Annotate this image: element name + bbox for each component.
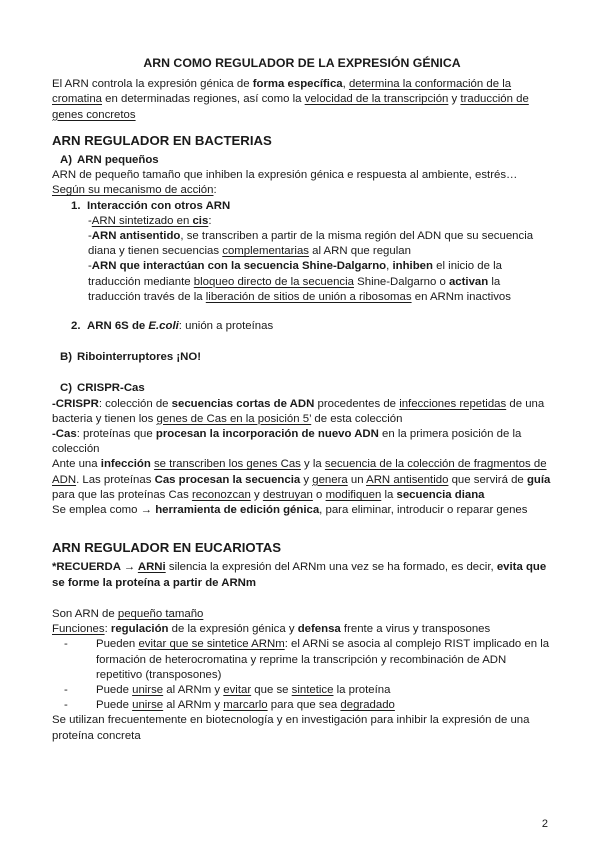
text: : proteínas que [76, 428, 156, 441]
text: para que las proteínas Cas [52, 488, 192, 501]
emphasis: forma específica [252, 78, 343, 91]
text: o [312, 488, 326, 501]
text: en determinadas regiones, así como la [102, 93, 305, 106]
text: : el ARNi se asocia al complejo RIST implicado en la formación de heterocromatina y reprime la transcripción y recombinación de ADN repetitivo (transposones) [96, 638, 550, 681]
antisense-paragraph [52, 229, 552, 259]
underlined-text: ARNi [137, 561, 166, 574]
emphasis: -CRISPR [52, 397, 99, 410]
text: de esta colección [311, 412, 403, 425]
text: Pueden [96, 638, 139, 651]
underlined-text: genes de Cas en la posición 5’ [156, 412, 312, 425]
underlined-text [91, 214, 212, 227]
underlined-text: reconozcan [191, 488, 251, 501]
text: : unión a proteínas [178, 320, 274, 333]
spacer [52, 591, 552, 607]
bullet-item [52, 637, 552, 683]
text: : colección de [98, 397, 172, 410]
spacer [52, 365, 552, 381]
emphasis: infección [100, 458, 151, 471]
functions-line [52, 622, 552, 637]
underlined-text: velocidad de la transcripción [304, 93, 449, 106]
emphasis: evita que se forme la proteína a partir de ARNm [52, 561, 547, 589]
text: El ARN controla la expresión génica de [52, 78, 253, 91]
text: Se emplea como → [52, 504, 156, 517]
text: Puede [96, 683, 133, 696]
emphasis: -Cas [52, 428, 77, 441]
page-title: ARN COMO REGULADOR DE LA EXPRESIÓN GÉNICA [143, 56, 461, 70]
underlined-text: destruyan [262, 488, 313, 501]
text: Puede [96, 699, 133, 712]
text: . Las proteínas [76, 473, 155, 486]
underlined-text: modifiquen [325, 488, 382, 501]
emphasis: defensa [297, 623, 341, 636]
mechanism-line [52, 183, 552, 198]
text: Shine-Dalgarno o [353, 275, 449, 288]
underlined-text: se transcriben los genes Cas [153, 458, 301, 471]
document-page [52, 56, 552, 744]
intro-paragraph [52, 77, 552, 123]
text: y [300, 473, 313, 486]
list-title: Interacción con otros ARN [87, 199, 231, 212]
text: : [104, 623, 111, 636]
emphasis: ARN que interactúan con la secuencia Shine-Dalgarno [91, 260, 387, 273]
underlined-text: pequeño tamaño [117, 607, 204, 620]
list-number: 2. [71, 320, 81, 333]
underlined-text: infecciones repetidas [399, 397, 507, 410]
underlined-text: complementarias [222, 245, 309, 258]
cas-paragraph [52, 427, 552, 457]
subsection-title: ARN pequeños [77, 154, 159, 167]
underlined-text: degradado [340, 699, 395, 712]
underlined-text: Funciones [52, 623, 105, 636]
bullet-dash: - [64, 699, 68, 712]
subsection-label: C) [60, 382, 73, 395]
spacer [52, 334, 552, 350]
bullet-dash: - [64, 638, 68, 651]
emphasis: *RECUERDA → [52, 561, 138, 574]
species-name: E.coli [148, 320, 179, 333]
emphasis: herramienta de edición génica [155, 504, 320, 517]
subsection-b-heading [52, 350, 552, 365]
text: , [386, 260, 393, 273]
text: el inicio de la traducción mediante [88, 260, 502, 288]
section-heading-bacterias: ARN REGULADOR EN BACTERIAS [52, 132, 272, 148]
dash: - [88, 230, 92, 243]
text: silencia la expresión del ARNm una vez se ha formado, es decir, [165, 561, 497, 574]
emphasis: secuencia diana [396, 488, 485, 501]
text: y la [300, 458, 325, 471]
spacer [52, 518, 552, 530]
text: , [342, 78, 349, 91]
infection-paragraph [52, 457, 552, 503]
underlined-text: sintetice [291, 683, 334, 696]
text: de la expresión génica y [168, 623, 298, 636]
text: un [347, 473, 367, 486]
text: de una bacteria y tienen los [52, 397, 545, 425]
text: y [448, 93, 461, 106]
underlined-text: Según su mecanismo de acción [52, 184, 214, 197]
bullet-dash: - [64, 683, 68, 696]
text: al ARNm y [163, 699, 224, 712]
underlined-text: marcarlo [223, 699, 268, 712]
dash: - [88, 260, 92, 273]
underlined-text: secuencia de la colección de fragmentos de ADN [52, 458, 547, 486]
subsection-title: CRISPR-Cas [77, 382, 145, 395]
text: Ante una [52, 458, 101, 471]
subsection-title: Riboint​erruptores ¡NO! [77, 351, 202, 364]
subsection-c-heading [52, 381, 552, 396]
text: procedentes de [314, 397, 400, 410]
subsection-a-heading [52, 153, 552, 168]
text: : [213, 184, 217, 197]
emphasis: regulación [110, 623, 169, 636]
underlined-text: ARN antisentido [366, 473, 449, 486]
underlined-text: traducción de genes concretos [52, 93, 529, 121]
underlined-text: unirse [132, 699, 164, 712]
cis-line [52, 214, 552, 229]
text: y [250, 488, 263, 501]
text: en ARNm inactivos [411, 290, 511, 303]
underlined-text: evitar que se sintetice ARNm [138, 638, 285, 651]
text: al ARNm y [163, 683, 224, 696]
subsection-label: A) [60, 154, 73, 167]
text: ARN sintetizado en [91, 214, 193, 227]
emphasis: cis [192, 214, 209, 227]
subsection-label: B) [60, 351, 73, 364]
text: Son ARN de [52, 607, 118, 620]
spacer [52, 305, 552, 319]
text: la traducción través de la [88, 275, 501, 303]
text: , se transcriben a partir de la misma región del ADN que su secuencia diana y tienen secuencias [88, 230, 534, 258]
gene-editing-line [52, 503, 552, 518]
emphasis [148, 320, 178, 332]
bullet-item [52, 683, 552, 698]
underlined-text: determina la conformación de la cromatina [52, 78, 512, 106]
reminder-paragraph [52, 560, 552, 590]
crispr-paragraph [52, 397, 552, 427]
text: que se [251, 683, 292, 696]
text: que servirá de [448, 473, 527, 486]
text: la proteína [333, 683, 391, 696]
underlined-text: bloqueo directo de la secuencia [193, 275, 354, 288]
underlined-text: unirse [132, 683, 164, 696]
text: en la primera posición de la colección [52, 428, 522, 456]
closing-paragraph: Se utilizan frecuentemente en biotecnología y en investigación para inhibir la expresión de una proteína concreta [52, 714, 530, 742]
list-item-1-heading [52, 199, 552, 214]
emphasis: ARN 6S de [87, 320, 149, 333]
text: la [381, 488, 397, 501]
text: frente a virus y transposones [340, 623, 491, 636]
size-line [52, 607, 552, 622]
text: al ARN que regulan [308, 245, 411, 258]
bullet-item [52, 698, 552, 713]
page-number: 2 [541, 818, 548, 830]
underlined-text: genera [312, 473, 348, 486]
emphasis: Cas procesan la secuencia [154, 473, 301, 486]
emphasis [138, 561, 166, 573]
emphasis: procesan la incorporación de nuevo ADN [155, 428, 379, 441]
list-number: 1. [71, 199, 81, 212]
underlined-text: liberación de sitios de unión a ribosomas [205, 290, 412, 303]
emphasis: inhiben [392, 260, 433, 273]
text: , para eliminar, introducir o reparar genes [319, 504, 528, 517]
list-item-2 [52, 319, 552, 334]
emphasis: ARN antisentido [91, 230, 181, 243]
dash: - [88, 214, 92, 227]
emphasis: activan [448, 275, 489, 288]
emphasis: guía [526, 473, 551, 486]
shine-dalgarno-paragraph [52, 259, 552, 305]
text: para que sea [267, 699, 341, 712]
underlined-text: evitar [223, 683, 252, 696]
emphasis: secuencias cortas de ADN [171, 397, 315, 410]
text: : [208, 214, 212, 227]
small-rna-description: ARN de pequeño tamaño que inhiben la expresión génica e respuesta al ambiente, estrés… [52, 169, 518, 182]
section-heading-eucariotas: ARN REGULADOR EN EUCARIOTAS [52, 540, 282, 556]
